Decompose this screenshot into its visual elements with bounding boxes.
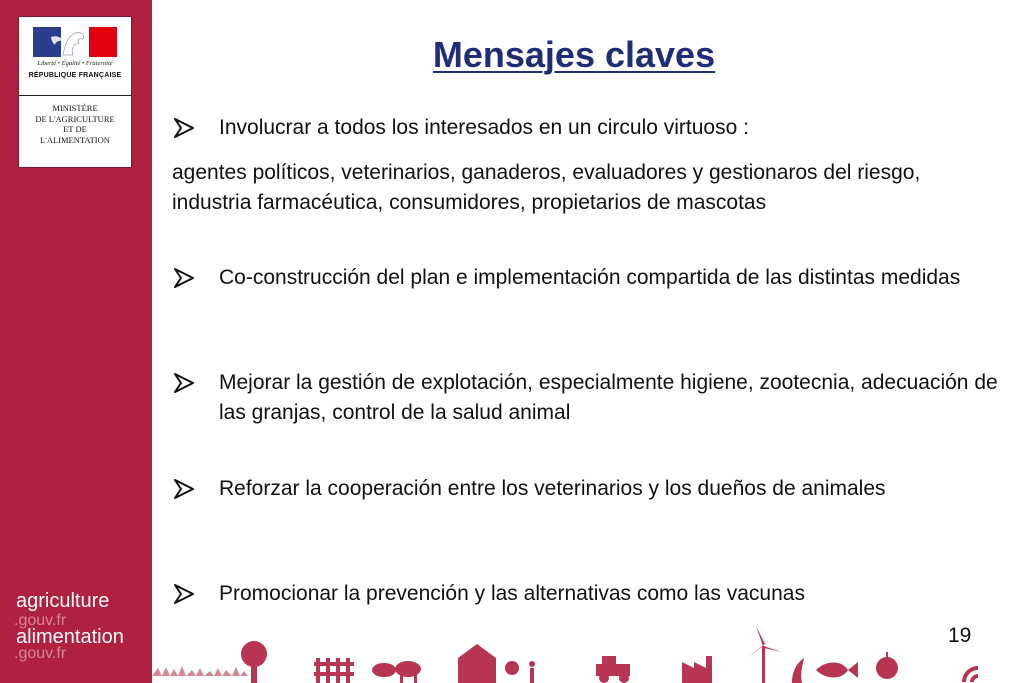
ministry-line: L'ALIMENTATION: [40, 134, 110, 145]
ministry-line: MINISTÈRE: [52, 103, 98, 113]
motto-text: Liberté • Égalité • Fraternité: [37, 60, 113, 67]
bullet-text: Mejorar la gestión de explotación, especialmente higiene, zootecnia, adecuación de las granjas, control de la salud animal: [219, 371, 998, 424]
republique-francaise-block: [19, 17, 131, 96]
arrow-bullet-icon: [172, 369, 196, 397]
ministry-line: DE L'AGRICULTURE: [35, 113, 115, 124]
ministry-line: ET DE: [63, 124, 87, 134]
ministry-name: [19, 103, 131, 145]
brand-domain: .gouv.fr: [14, 645, 67, 662]
bullet-text: Promocionar la prevención y las alternativas como las vacunas: [219, 582, 805, 605]
brand-word-agriculture: agriculture: [16, 590, 110, 612]
sidebar: [0, 0, 152, 683]
stakeholders-text: agentes políticos, veterinarios, ganaderos, evaluadores y gestionaros del riesgo, industria farmacéutica, consumidores, propietarios de mascotas: [172, 161, 921, 214]
arrow-bullet-icon: [172, 264, 196, 292]
bullet-text: Involucrar a todos los interesados en un circulo virtuoso :: [219, 116, 749, 139]
republique-text: RÉPUBLIQUE FRANÇAISE: [28, 72, 122, 79]
marianne-logo-icon: [33, 27, 117, 57]
ministry-logo: [18, 16, 132, 168]
arrow-bullet-icon: [172, 580, 196, 608]
rural-footer-illustration-icon: [152, 618, 1024, 683]
bullet-text: Co-construcción del plan e implementación compartida de las distintas medidas: [219, 266, 961, 289]
bullet-text: Reforzar la cooperación entre los veterinarios y los dueños de animales: [219, 477, 886, 500]
arrow-bullet-icon: [172, 114, 196, 142]
page-number: 19: [948, 624, 972, 647]
arrow-bullet-icon: [172, 475, 196, 503]
brand-word-alimentation: alimentation: [16, 626, 124, 648]
slide-title: Mensajes claves: [432, 34, 716, 75]
brand-domain: .gouv.fr: [14, 612, 67, 629]
